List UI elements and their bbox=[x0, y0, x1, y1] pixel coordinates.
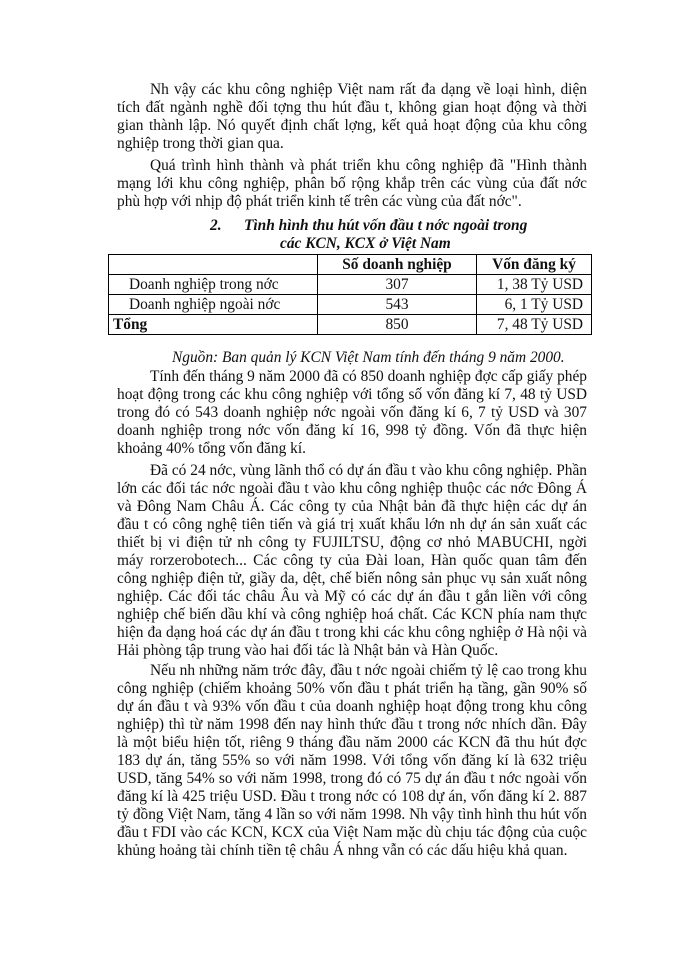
table-total-row bbox=[109, 315, 592, 335]
row-capital: 6, 1 Tỷ USD bbox=[477, 295, 592, 315]
section-title-line-2: các KCN, KCX ở Việt Nam bbox=[280, 235, 451, 252]
investment-table bbox=[108, 254, 592, 335]
paragraph-3: Tính đến tháng 9 năm 2000 đã có 850 doanh nghiệp đợc cấp giấy phép hoạt động trong các khu công nghiệp với tổng số vốn đăng kí 7, 48 tỷ USD trong đó có 543 doanh nghiệp nớc ngoài vốn đăng kí 6, 7 tỷ USD và 307 doanh nghiệp trong nớc vốn đăng kí 16, 998 tỷ đồng. Vốn đã thực hiện khoảng 40% tổng vốn đăng kí. bbox=[117, 368, 587, 457]
total-count: 850 bbox=[318, 315, 477, 335]
section-heading bbox=[210, 217, 570, 253]
table-header-count: Số doanh nghiệp bbox=[318, 255, 477, 275]
paragraph-1: Nh vậy các khu công nghiệp Việt nam rất đa dạng về loại hình, diện tích đất ngành nghề đối tợng thu hút đầu t, không gian hoạt động và thời gian thành lập. Nó quyết định chất lợng, kết quả hoạt động của khu công nghiệp trong thời gian qua. bbox=[117, 81, 587, 152]
row-label: Doanh nghiệp trong nớc bbox=[109, 275, 318, 295]
section-title-line-1: Tình hình thu hút vốn đầu t nớc ngoài trong bbox=[244, 217, 528, 234]
total-capital: 7, 48 Tỷ USD bbox=[477, 315, 592, 335]
row-label: Doanh nghiệp ngoài nớc bbox=[109, 295, 318, 315]
row-count: 543 bbox=[318, 295, 477, 315]
row-count: 307 bbox=[318, 275, 477, 295]
row-capital: 1, 38 Tỷ USD bbox=[477, 275, 592, 295]
table-header-blank bbox=[109, 255, 318, 275]
source-note: Nguồn: Ban quản lý KCN Việt Nam tính đến tháng 9 năm 2000. bbox=[172, 349, 565, 366]
table-row bbox=[109, 275, 592, 295]
table-header-row bbox=[109, 255, 592, 275]
paragraph-5: Nếu nh những năm trớc đây, đầu t nớc ngoài chiếm tỷ lệ cao trong khu công nghiệp (chiếm khoảng 50% vốn đầu t phát triển hạ tầng, gần 90% số dự án đầu t và 93% vốn đầu t của doanh nghiệp hoạt động trong khu công nghiệp) thì từ năm 1998 đến nay hình thức đầu t trong nớc nhích dần. Đây là một biểu hiện tốt, riêng 9 tháng đầu năm 2000 các KCN đã thu hút đợc 183 dự án, tăng 55% so với năm 1998. Với tổng vốn đăng kí là 632 triệu USD, tăng 54% so với năm 1998, trong đó có 75 dự án đầu t nớc ngoài vốn đăng kí là 425 triệu USD. Đầu t trong nớc có 108 dự án, vốn đăng kí 2. 887 tỷ đồng Việt Nam, tăng 4 lần so với năm 1998. Nh vậy tình hình thu hút vốn đầu t FDI vào các KCN, KCX của Việt Nam mặc dù chịu tác động của cuộc khủng hoảng tài chính tiền tệ châu Á nhng vẫn có các dấu hiệu khả quan. bbox=[117, 662, 587, 859]
table-header-capital: Vốn đăng ký bbox=[477, 255, 592, 275]
table-row bbox=[109, 295, 592, 315]
total-label: Tổng bbox=[109, 315, 318, 335]
paragraph-2: Quá trình hình thành và phát triển khu công nghiệp đã "Hình thành mạng lới khu công nghiệp, phân bố rộng khắp trên các vùng của đất nớc phù hợp với nhịp độ phát triển kinh tế trên các vùng của đất nớc". bbox=[117, 157, 587, 210]
section-number: 2. bbox=[210, 217, 222, 234]
paragraph-4: Đã có 24 nớc, vùng lãnh thổ có dự án đầu t vào khu công nghiệp. Phần lớn các đối tác nớc ngoài đầu t vào khu công nghiệp thuộc các nớc Đông Á và Đông Nam Châu Á. Các công ty của Nhật bản đã thực hiện các dự án đầu t có công nghệ tiên tiến và giá trị xuất khẩu lớn nh dự án sản xuất các thiết bị vi điện tử nh công ty FUJILTSU, động cơ nhỏ MABUCHI, ngời máy rorzerobotech... Các công ty của Đài loan, Hàn quốc quan tâm đến công nghiệp điện tử, giầy da, dệt, chế biến nông sản phục vụ sản xuất nông nghiệp. Các đối tác châu Âu và Mỹ có các dự án đầu t gắn liền với công nghiệp chế biến dầu khí và công nghiệp hoá chất. Các KCN phía nam thực hiện đa dạng hoá các dự án đầu t trong khi các khu công nghiệp ở Hà nội và Hải phòng tập trung vào hai đối tác là Nhật bản và Hàn Quốc. bbox=[117, 462, 587, 659]
